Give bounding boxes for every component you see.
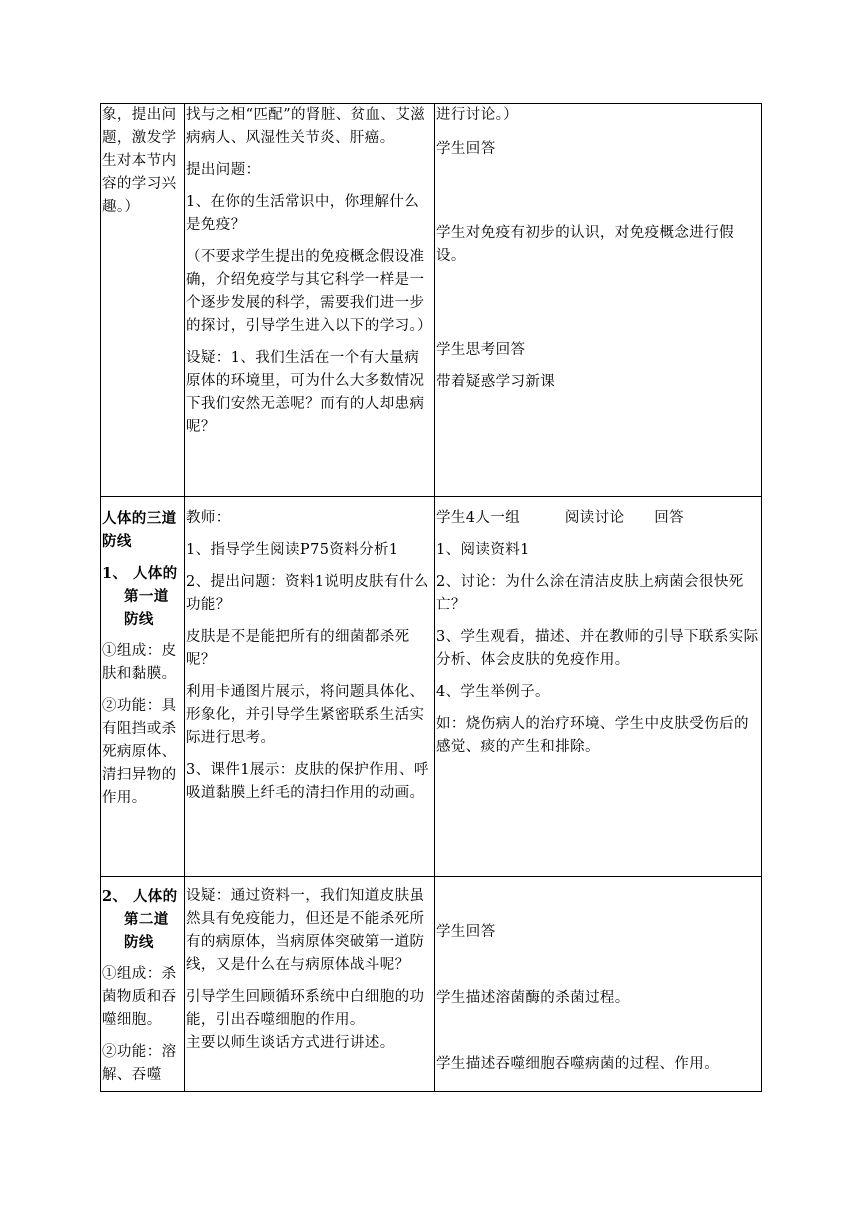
student-text: 学生描述溶菌酶的杀菌过程。	[436, 990, 630, 1006]
activity-text: 找与之相“匹配”的肾脏、贫血、艾滋病病人、风湿性关节炎、肝癌。	[186, 107, 426, 146]
lesson-plan-table	[100, 103, 762, 1092]
student-text: 进行讨论。）	[436, 107, 519, 123]
activity-text: 引导学生回顾循环系统中白细胞的功能，引出吞噬细胞的作用。	[186, 989, 425, 1028]
student-text: 4、学生举例子。	[436, 684, 550, 700]
stage-cell	[101, 104, 185, 497]
activity-text: 3、课件1展示：皮肤的保护作用、呼吸道黏膜上纤毛的清扫作用的动画。	[186, 762, 429, 801]
activity-text: 提出问题：	[186, 162, 261, 178]
activity-text: 设疑：1、我们生活在一个有大量病原体的环境里，可为什么大多数情况下我们安然无恙呢？而有的人却患病呢？	[186, 350, 425, 435]
subsection-heading: 1、 人体的第一道防线	[102, 565, 178, 628]
student-text: 学生对免疫有初步的认识，对免疫概念进行假设。	[436, 225, 734, 264]
activity-text: 皮肤是不是能把所有的细菌都杀死呢？	[186, 629, 410, 668]
student-text: 带着疑惑学习新课	[436, 374, 556, 390]
student-text: 如：烧伤病人的治疗环境、学生中皮肤受伤后的感觉、痰的产生和排除。	[436, 716, 749, 755]
activity-text: 利用卡通图片展示，将问题具体化、形象化，并引导学生紧密联系生活实际进行思考。	[186, 684, 425, 746]
teacher-activity-cell	[185, 104, 435, 497]
table-row	[101, 497, 762, 877]
activity-text: 1、指导学生阅读P75资料分析1	[186, 542, 399, 558]
stage-text: ①组成：杀菌物质和吞噬细胞。	[102, 966, 177, 1028]
student-text: 学生4人一组 阅读讨论 回答	[436, 510, 685, 526]
table-row	[101, 104, 762, 497]
stage-cell	[101, 497, 185, 877]
teacher-activity-cell	[185, 497, 435, 877]
table-row	[101, 877, 762, 1092]
stage-text: ①组成：皮肤和黏膜。	[102, 643, 177, 682]
stage-text: ②功能：具有阻挡或杀死病原体、清扫异物的作用。	[102, 698, 177, 806]
student-activity-cell	[435, 877, 762, 1092]
student-text: 学生思考回答	[436, 342, 526, 358]
subsection-heading: 2、 人体的第二道防线	[102, 888, 178, 951]
stage-cell	[101, 877, 185, 1092]
student-text: 3、学生观看，描述、并在教师的引导下联系实际分析、体会皮肤的免疫作用。	[436, 629, 759, 668]
student-text: 学生描述吞噬细胞吞噬病菌的过程、作用。	[436, 1056, 720, 1072]
activity-text: 设疑：通过资料一，我们知道皮肤虽然具有免疫能力，但还是不能杀死所有的病原体，当病原体突破第一道防线，又是什么在与病原体战斗呢？	[186, 888, 425, 973]
activity-text: 1、在你的生活常识中，你理解什么是免疫？	[186, 194, 420, 233]
lesson-plan-page	[100, 103, 761, 1092]
student-activity-cell	[435, 497, 762, 877]
activity-text: 主要以师生谈话方式进行讲述。	[186, 1035, 395, 1051]
section-heading: 人体的三道防线	[102, 510, 177, 550]
student-text: 学生回答	[436, 141, 496, 157]
activity-text: 教师：	[186, 510, 231, 526]
activity-text: 2、提出问题：资料1说明皮肤有什么功能？	[186, 574, 429, 613]
student-text: 学生回答	[436, 924, 496, 940]
stage-text: 象，提出问题，激发学生对本节内容的学习兴趣。）	[102, 107, 177, 215]
teacher-activity-cell	[185, 877, 435, 1092]
stage-text: ②功能：溶解、吞噬	[102, 1044, 177, 1083]
student-text: 1、阅读资料1	[436, 542, 530, 558]
student-activity-cell	[435, 104, 762, 497]
activity-text: （不要求学生提出的免疫概念假设准确，介绍免疫学与其它科学一样是一个逐步发展的科学，需要我们进一步的探讨，引导学生进入以下的学习。）	[186, 249, 433, 334]
student-text: 2、讨论：为什么涂在清洁皮肤上病菌会很快死亡？	[436, 574, 744, 613]
